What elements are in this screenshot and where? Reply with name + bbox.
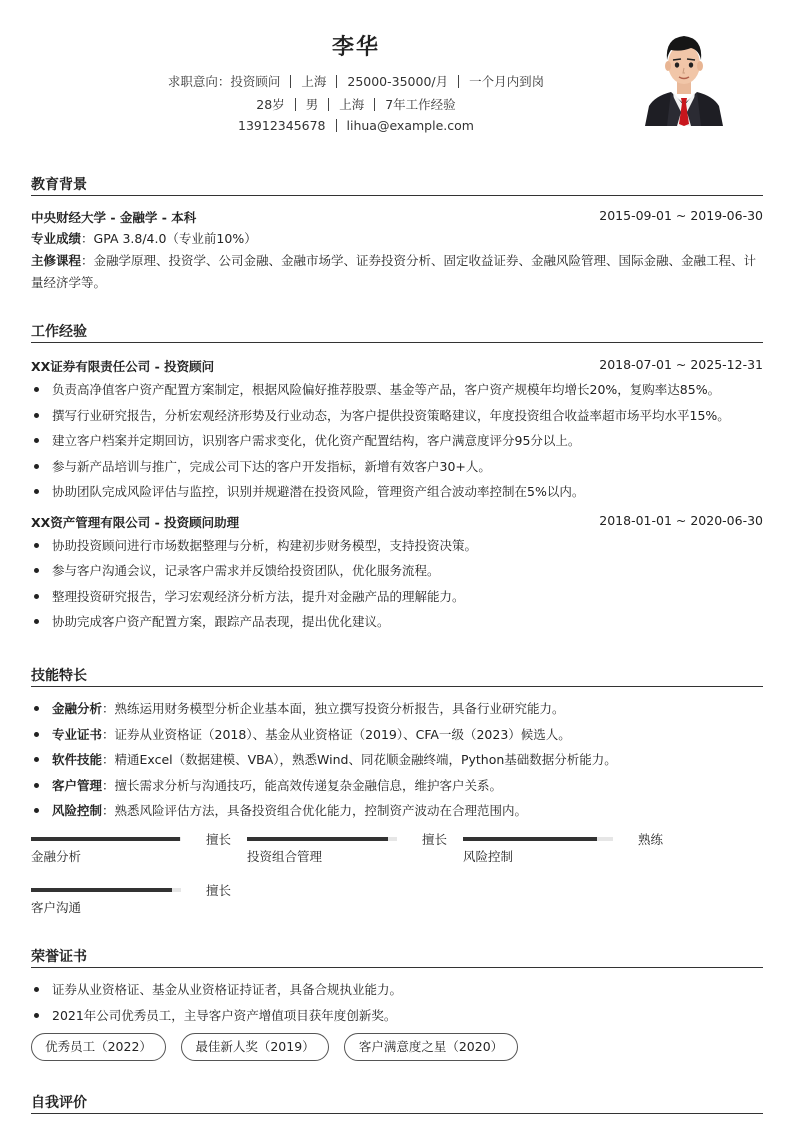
list-item — [31, 696, 763, 722]
skill-bar-track — [31, 837, 181, 841]
honor-tag: 最佳新人奖（2019） — [181, 1033, 329, 1061]
basic-info-line — [31, 95, 681, 113]
list-item: 参与客户沟通会议，记录客户需求并反馈给投资团队，优化服务流程。 — [31, 558, 763, 584]
list-item: 整理投资研究报告，学习宏观经济分析方法，提升对金融产品的理解能力。 — [31, 584, 763, 610]
intent-city: 上海 — [301, 74, 327, 89]
list-item: 2021年公司优秀员工，主导客户资产增值项目获年度创新奖。 — [31, 1003, 763, 1029]
job-header — [31, 513, 763, 533]
work-section — [31, 321, 763, 635]
list-item: 负责高净值客户资产配置方案制定，根据风险偏好推荐股票、基金等产品，客户资产规模年均增长20%，复购率达85%。 — [31, 377, 763, 403]
job-company: XX资产管理有限公司 - 投资顾问助理 — [31, 514, 240, 530]
education-entry-header — [31, 208, 763, 228]
city: 上海 — [339, 97, 365, 112]
list-item: 证券从业资格证、基金从业资格证持证者，具备合规执业能力。 — [31, 977, 763, 1003]
skill-level: 熟练 — [638, 831, 664, 847]
section-title: 自我评价 — [31, 1092, 763, 1114]
education-date: 2015-09-01 ~ 2019-06-30 — [599, 208, 763, 223]
candidate-name: 李华 — [331, 35, 380, 60]
education-section — [31, 174, 763, 294]
skill-name: 客户沟通 — [31, 899, 82, 915]
skills-section — [31, 665, 763, 928]
skill-bar-track — [463, 837, 613, 841]
expected-salary: 25000-35000/月 — [347, 74, 449, 89]
skill-label: 风险控制 — [52, 803, 103, 818]
list-item: 撰写行业研究报告，分析宏观经济形势及行业动态，为客户提供投资策略建议，年度投资组合收益率超市场平均水平15%。 — [31, 403, 763, 429]
skill-bar-fill — [463, 837, 597, 841]
school-degree: 中央财经大学 - 金融学 - 本科 — [31, 210, 197, 225]
email: lihua@example.com — [346, 118, 474, 133]
avatar-photo — [641, 26, 727, 126]
honor-tags — [31, 1033, 763, 1067]
list-item: 建立客户档案并定期回访，识别客户需求变化，优化资产配置结构，客户满意度评分95分以上。 — [31, 428, 763, 454]
divider — [295, 98, 296, 111]
skill-text: ：擅长需求分析与沟通技巧，能高效传递复杂金融信息，维护客户关系。 — [102, 777, 503, 793]
skill-bar-fill — [31, 888, 172, 892]
skill-name: 投资组合管理 — [247, 848, 323, 864]
skill-bar-fill — [31, 837, 180, 841]
contact-line — [31, 118, 681, 133]
grade-label: 专业成绩 — [31, 231, 82, 246]
list-item: 协助投资顾问进行市场数据整理与分析，构建初步财务模型，支持投资决策。 — [31, 533, 763, 559]
skill-level: 擅长 — [206, 882, 232, 898]
job-date: 2018-07-01 ~ 2025-12-31 — [599, 357, 763, 372]
skill-label: 软件技能 — [52, 752, 103, 767]
honor-tag: 客户满意度之星（2020） — [344, 1033, 518, 1061]
skill-bar-fill — [247, 837, 388, 841]
skills-list — [31, 696, 763, 824]
section-title: 工作经验 — [31, 321, 763, 343]
list-item — [31, 773, 763, 799]
self-evaluation-section — [31, 1092, 763, 1114]
skill-level-bars — [31, 832, 763, 928]
skill-name: 金融分析 — [31, 848, 82, 864]
list-item: 协助团队完成风险评估与监控，识别并规避潜在投资风险，管理资产组合波动率控制在5%以内。 — [31, 479, 763, 505]
skill-text: ：证券从业资格证（2018）、基金从业资格证（2019）、CFA一级（2023）候选人。 — [102, 726, 571, 742]
list-item — [31, 722, 763, 748]
skill-text: ：精通Excel（数据建模、VBA），熟悉Wind、同花顺金融终端，Python基础数据分析能力。 — [102, 752, 617, 767]
skill-bar-track — [247, 837, 397, 841]
education-grade — [31, 228, 763, 250]
skill-label: 客户管理 — [52, 777, 103, 793]
skill-level: 擅长 — [422, 831, 448, 847]
age: 28岁 — [256, 97, 285, 112]
intent-line — [31, 72, 681, 90]
grade-value: ：GPA 3.8/4.0（专业前10%） — [81, 231, 257, 246]
job-header — [31, 357, 763, 377]
divider — [328, 98, 329, 111]
job-duties — [31, 377, 763, 505]
divider — [290, 75, 291, 88]
divider — [336, 119, 337, 132]
avatar-illustration — [641, 26, 727, 126]
skill-label: 专业证书 — [52, 726, 103, 742]
resume-header — [31, 0, 763, 150]
honors-list — [31, 977, 763, 1028]
skill-bar-track — [31, 888, 181, 892]
list-item: 参与新产品培训与推广，完成公司下达的客户开发指标，新增有效客户30+人。 — [31, 454, 763, 480]
list-item: 协助完成客户资产配置方案，跟踪产品表现，提出优化建议。 — [31, 609, 763, 635]
skill-label: 金融分析 — [52, 701, 103, 716]
courses-value: ：金融学原理、投资学、公司金融、金融市场学、证券投资分析、固定收益证券、金融风险管理、国际金融、金融工程、计量经济学等。 — [31, 253, 757, 290]
job-duties — [31, 533, 763, 635]
list-item — [31, 798, 763, 824]
skill-text: ：熟悉风险评估方法，具备投资组合优化能力，控制资产波动在合理范围内。 — [102, 803, 528, 818]
experience-years: 7年工作经验 — [385, 97, 456, 112]
job-company: XX证券有限责任公司 - 投资顾问 — [31, 359, 215, 374]
courses-label: 主修课程 — [31, 253, 82, 268]
job-intent: 求职意向：投资顾问 — [167, 74, 281, 89]
divider — [374, 98, 375, 111]
section-title: 荣誉证书 — [31, 946, 763, 968]
list-item — [31, 747, 763, 773]
divider — [458, 75, 459, 88]
resume-page — [31, 0, 763, 1123]
skill-level: 擅长 — [206, 831, 232, 847]
phone: 13912345678 — [238, 118, 326, 133]
section-title: 技能特长 — [31, 665, 763, 687]
gender: 男 — [305, 97, 319, 112]
section-title: 教育背景 — [31, 174, 763, 196]
honors-section — [31, 946, 763, 1067]
honor-tag: 优秀员工（2022） — [31, 1033, 166, 1061]
divider — [336, 75, 337, 88]
skill-text: ：熟练运用财务模型分析企业基本面，独立撰写投资分析报告，具备行业研究能力。 — [102, 701, 565, 716]
skill-name: 风险控制 — [463, 848, 514, 864]
job-date: 2018-01-01 ~ 2020-06-30 — [599, 512, 763, 528]
availability: 一个月内到岗 — [469, 74, 545, 89]
education-courses — [31, 250, 763, 294]
